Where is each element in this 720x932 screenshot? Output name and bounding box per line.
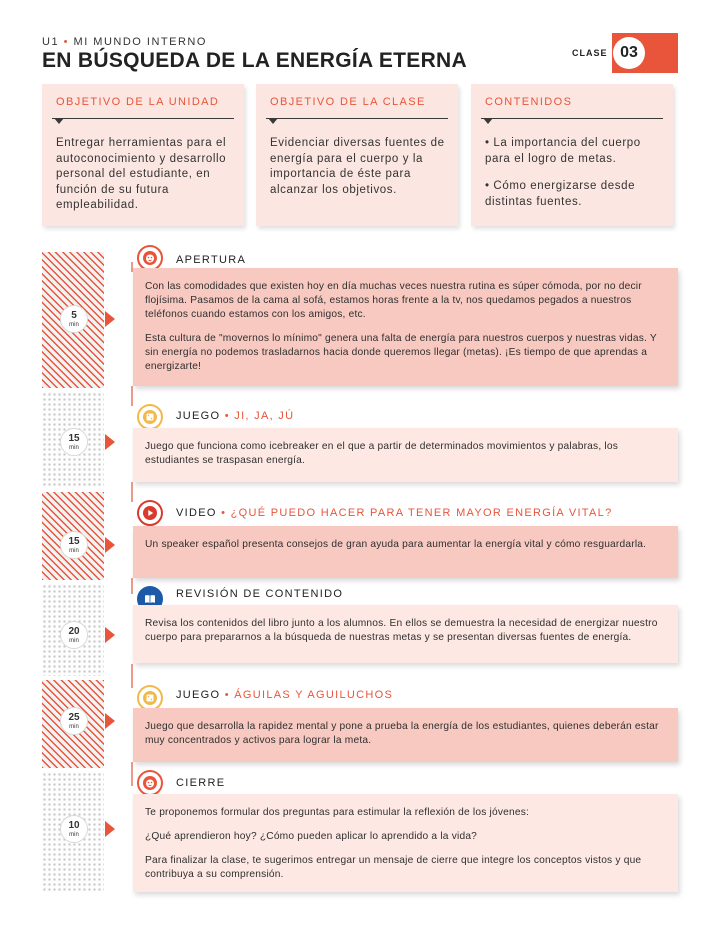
section-card-video [133, 526, 678, 578]
section-title-juego-2: JUEGO • ÁGUILAS Y AGUILUCHOS [176, 689, 394, 701]
time-value: 20 [68, 626, 80, 637]
time-unit: min [69, 445, 79, 451]
time-badge [60, 621, 88, 649]
time-badge [60, 707, 88, 735]
divider [52, 118, 234, 119]
contents-list [485, 136, 663, 210]
section-card-apertura [133, 268, 678, 386]
time-unit: min [69, 548, 79, 554]
contents-item: • Cómo energizarse desde distintas fuentes. [485, 180, 636, 208]
time-unit: min [69, 724, 79, 730]
connector-line [131, 664, 133, 688]
section-card-cierre [133, 794, 678, 892]
card-paragraph: Con las comodidades que existen hoy en día muchas veces nuestra rutina es súper cómoda, por no decir flojísima. Pasamos de la cama al sofá, estamos horas frente a la tv, nos quedamos pegados a nuestros teléfonos cuando estamos con los amigos, etc. [145, 281, 642, 320]
section-title-revision [176, 588, 343, 600]
divider-arrow-icon [54, 118, 64, 124]
section-card-revision [133, 605, 678, 663]
section-title-video: VIDEO • ¿QUÉ PUEDO HACER PARA TENER MAYOR ENERGÍA VITAL? [176, 507, 613, 519]
time-value: 10 [68, 820, 80, 831]
section-card-juego-1 [133, 428, 678, 482]
card-paragraph: Revisa los contenidos del libro junto a los alumnos. En ellos se demuestra la necesidad de energizar nuestro cuerpo para prepararnos a la búsqueda de nuestras metas y se presentan diversas fuentes de energía. [145, 618, 658, 643]
divider [266, 118, 448, 119]
divider-arrow-icon [483, 118, 493, 124]
section-title-text: VIDEO [176, 507, 217, 519]
time-unit: min [69, 832, 79, 838]
connector-line [131, 762, 133, 786]
section-title-text: JUEGO [176, 410, 221, 422]
connector-line [131, 482, 133, 502]
time-value: 25 [68, 712, 80, 723]
clase-tab [566, 33, 678, 73]
contents-heading: CONTENIDOS [485, 96, 573, 108]
objective-unit-heading: OBJETIVO DE LA UNIDAD [56, 96, 220, 108]
objective-unit-box [42, 84, 244, 226]
contents-box [471, 84, 673, 226]
section-title-text: CIERRE [176, 777, 226, 789]
objective-class-heading: OBJETIVO DE LA CLASE [270, 96, 426, 108]
timeline-pointer-icon [105, 821, 115, 837]
divider-arrow-icon [268, 118, 278, 124]
card-paragraph: Esta cultura de "movernos lo mínimo" genera una falta de energía para nuestros cuerpos y nuestras vidas. Y sin energía no podemos trasladarnos hacia donde queremos llegar (metas). ¡Es tiempo de que aprendas a energizarte! [145, 333, 657, 372]
time-unit: min [69, 322, 79, 328]
unit-code: U1 [42, 36, 60, 48]
unit-name: MI MUNDO INTERNO [73, 36, 207, 48]
time-value: 15 [68, 433, 80, 444]
play-video-icon [137, 500, 163, 526]
time-badge [60, 815, 88, 843]
section-title-highlight: ¿QUÉ PUEDO HACER PARA TENER MAYOR ENERGÍA VITAL? [230, 507, 613, 519]
section-card-juego-2 [133, 708, 678, 762]
page-title: EN BÚSQUEDA DE LA ENERGÍA ETERNA [42, 49, 467, 72]
section-title-highlight: JI, JA, JÚ [234, 410, 295, 422]
lion-face-icon [137, 770, 163, 796]
card-paragraph: ¿Qué aprendieron hoy? ¿Cómo pueden aplicar lo aprendido a la vida? [145, 831, 478, 842]
section-title-text: APERTURA [176, 254, 247, 266]
section-title-juego-1: JUEGO • JI, JA, JÚ [176, 410, 295, 422]
time-badge [60, 305, 88, 333]
objective-class-paragraph: Evidenciar diversas fuentes de energía para el cuerpo y la importancia de éste para alcanzar los objetivos. [270, 137, 445, 196]
time-value: 15 [68, 536, 80, 547]
connector-line [131, 386, 133, 406]
objective-class-box [256, 84, 458, 226]
objective-unit-paragraph: Entregar herramientas para el autoconocimiento y desarrollo personal del estudiante, en función de su futura empleabilidad. [56, 137, 227, 211]
card-paragraph: Juego que desarrolla la rapidez mental y pone a prueba la energía de los estudiantes, quienes deberán estar muy concentrados y activos para lograr la meta. [145, 721, 659, 746]
card-paragraph: Para finalizar la clase, te sugerimos entregar un mensaje de cierre que integre los conceptos vistos y que contribuya a su comprensión. [145, 855, 642, 880]
time-unit: min [69, 638, 79, 644]
timeline-pointer-icon [105, 434, 115, 450]
section-title-highlight: ÁGUILAS Y AGUILUCHOS [234, 689, 394, 701]
card-paragraph: Te proponemos formular dos preguntas para estimular la reflexión de los jóvenes: [145, 807, 530, 818]
bullet-dot: • [59, 36, 74, 48]
contents-item: • La importancia del cuerpo para el logro de metas. [485, 137, 641, 165]
section-title-cierre [176, 777, 225, 789]
objective-class-text [270, 136, 448, 198]
section-title-text: JUEGO [176, 689, 221, 701]
time-badge [60, 531, 88, 559]
section-title-text: REVISIÓN DE CONTENIDO [176, 588, 344, 600]
timeline-pointer-icon [105, 537, 115, 553]
objective-unit-text [56, 136, 234, 214]
timeline-pointer-icon [105, 713, 115, 729]
clase-label: CLASE [572, 48, 608, 58]
clase-number: 03 [613, 37, 645, 69]
section-title-apertura [176, 254, 246, 266]
timeline-pointer-icon [105, 311, 115, 327]
unit-line [42, 36, 207, 48]
time-badge [60, 428, 88, 456]
card-paragraph: Un speaker español presenta consejos de gran ayuda para aumentar la energía vital y cómo resguardarla. [145, 539, 647, 550]
connector-line [131, 578, 133, 594]
game-icon [137, 404, 163, 430]
timeline-pointer-icon [105, 627, 115, 643]
card-paragraph: Juego que funciona como icebreaker en el que a partir de determinados movimientos y palabras, los estudiantes se traspasan energía. [145, 441, 619, 466]
time-value: 5 [71, 310, 77, 321]
divider [481, 118, 663, 119]
